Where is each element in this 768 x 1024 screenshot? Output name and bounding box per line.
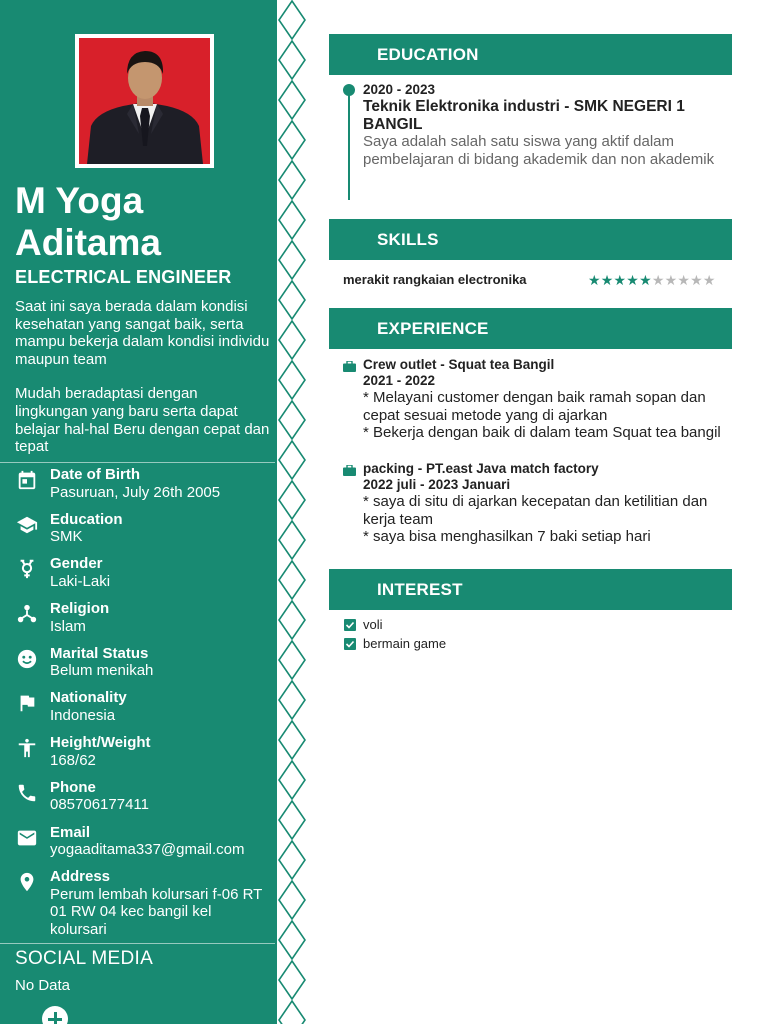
- checkbox-icon: [344, 638, 356, 650]
- education-school: Teknik Elektronika industri - SMK NEGERI 1 BANGIL: [363, 98, 685, 133]
- experience-bullet: * Melayani customer dengan baik ramah sopan dan cepat sesuai metode yang di ajarkan: [363, 389, 706, 424]
- briefcase-icon: [343, 359, 356, 370]
- info-marital-status: [0, 645, 277, 690]
- info-value: Pasuruan, July 26th 2005: [50, 483, 221, 501]
- profile-photo: [79, 38, 210, 164]
- about-summary: [15, 298, 271, 473]
- experience-bullet: * saya bisa menghasilkan 7 baki setiap hari: [363, 528, 651, 546]
- job-title: ELECTRICAL ENGINEER: [15, 267, 232, 287]
- info-label: Address: [50, 868, 111, 886]
- interest-label: bermain game: [363, 636, 447, 651]
- timeline-dot: [343, 84, 355, 96]
- star-filled-icon: ★: [588, 272, 601, 288]
- star-empty-icon: ★: [702, 272, 716, 288]
- star-empty-icon: ★: [677, 272, 691, 288]
- add-icon[interactable]: [42, 1006, 68, 1024]
- briefcase-icon: [343, 463, 356, 474]
- skill-name: merakit rangkaian electronika: [343, 272, 527, 287]
- marital-icon: [16, 648, 38, 670]
- info-education: [0, 511, 277, 556]
- graduation-cap-icon: [16, 514, 38, 536]
- info-value: 085706177411: [50, 796, 149, 814]
- star-filled-icon: ★: [626, 272, 640, 288]
- section-header-education: EDUCATION: [329, 34, 732, 75]
- info-label: Phone: [50, 778, 96, 796]
- info-nationality: [0, 689, 277, 734]
- info-gender: [0, 555, 277, 600]
- experience-description: [363, 389, 725, 442]
- divider: [0, 462, 275, 463]
- info-label: Gender: [50, 555, 103, 573]
- info-label: Height/Weight: [50, 734, 151, 752]
- info-value: Belum menikah: [50, 662, 154, 680]
- profile-photo-frame: [75, 34, 214, 168]
- timeline-line: [348, 90, 350, 200]
- social-media-empty: No Data: [15, 977, 71, 994]
- divider: [0, 943, 275, 944]
- star-filled-icon: ★: [600, 272, 614, 288]
- info-value: yogaaditama337@gmail.com: [50, 841, 245, 859]
- info-value: SMK: [50, 528, 83, 546]
- skill-rating: [588, 272, 716, 288]
- religion-icon: [16, 603, 38, 625]
- star-empty-icon: ★: [651, 272, 665, 288]
- experience-bullet: * saya di situ di ajarkan kecepatan dan ketilitian dan kerja team: [363, 493, 708, 528]
- experience-period: 2021 - 2022: [363, 373, 436, 388]
- info-religion: [0, 600, 277, 645]
- calendar-icon: [16, 469, 38, 491]
- info-value: Indonesia: [50, 707, 116, 725]
- flag-icon: [16, 692, 38, 714]
- star-empty-icon: ★: [690, 272, 703, 288]
- section-header-interest: INTEREST: [329, 569, 732, 610]
- info-label: Religion: [50, 600, 110, 618]
- experience-title: packing - PT.east Java match factory: [363, 461, 599, 476]
- info-value: Perum lembah kolursari f-06 RT 01 RW 04 kec bangil kel kolursari: [50, 885, 263, 938]
- gender-icon: [16, 558, 38, 580]
- diamond-pattern-strip: [277, 0, 307, 1024]
- info-label: Education: [50, 510, 123, 528]
- experience-bullet: * Bekerja dengan baik di dalam team Squat tea bangil: [363, 424, 721, 442]
- experience-period: 2022 juli - 2023 Januari: [363, 477, 511, 492]
- about-paragraph: Saat ini saya berada dalam kondisi kesehatan yang sangat baik, serta mampu bekerja dalam kondisi individu maupun team: [15, 298, 270, 368]
- info-height-weight: [0, 734, 277, 779]
- section-header-experience: EXPERIENCE: [329, 308, 732, 349]
- email-icon: [16, 827, 38, 849]
- experience-title: Crew outlet - Squat tea Bangil: [363, 357, 555, 372]
- education-years: 2020 - 2023: [363, 82, 436, 97]
- info-label: Email: [50, 823, 91, 841]
- sidebar: [0, 0, 277, 1024]
- star-filled-icon: ★: [613, 272, 627, 288]
- education-description: Saya adalah salah satu siswa yang aktif dalam pembelajaran di bidang akademik dan non akademik: [363, 133, 715, 168]
- info-label: Marital Status: [50, 644, 149, 662]
- experience-description: [363, 493, 725, 546]
- info-value: Laki-Laki: [50, 572, 111, 590]
- info-date-of-birth: [0, 466, 277, 511]
- info-label: Date of Birth: [50, 466, 140, 483]
- star-empty-icon: ★: [664, 272, 678, 288]
- social-media-title: SOCIAL MEDIA: [15, 948, 154, 969]
- personal-info-list: [0, 466, 277, 938]
- phone-icon: [16, 782, 38, 804]
- interest-label: voli: [363, 617, 383, 632]
- star-filled-icon: ★: [639, 272, 652, 288]
- person-icon: [16, 737, 38, 759]
- profile-name: M Yoga Aditama: [15, 180, 161, 263]
- info-address: [0, 868, 277, 938]
- info-value: Islam: [50, 617, 86, 635]
- info-label: Nationality: [50, 689, 127, 707]
- location-pin-icon: [16, 871, 38, 893]
- info-value: 168/62: [50, 751, 96, 769]
- section-header-skills: SKILLS: [329, 219, 732, 260]
- about-paragraph: Mudah beradaptasi dengan lingkungan yang baru serta dapat belajar hal-hal Beru dengan cepat dan tepat: [15, 385, 270, 456]
- info-phone: [0, 779, 277, 824]
- info-email: [0, 824, 277, 869]
- checkbox-icon: [344, 619, 356, 631]
